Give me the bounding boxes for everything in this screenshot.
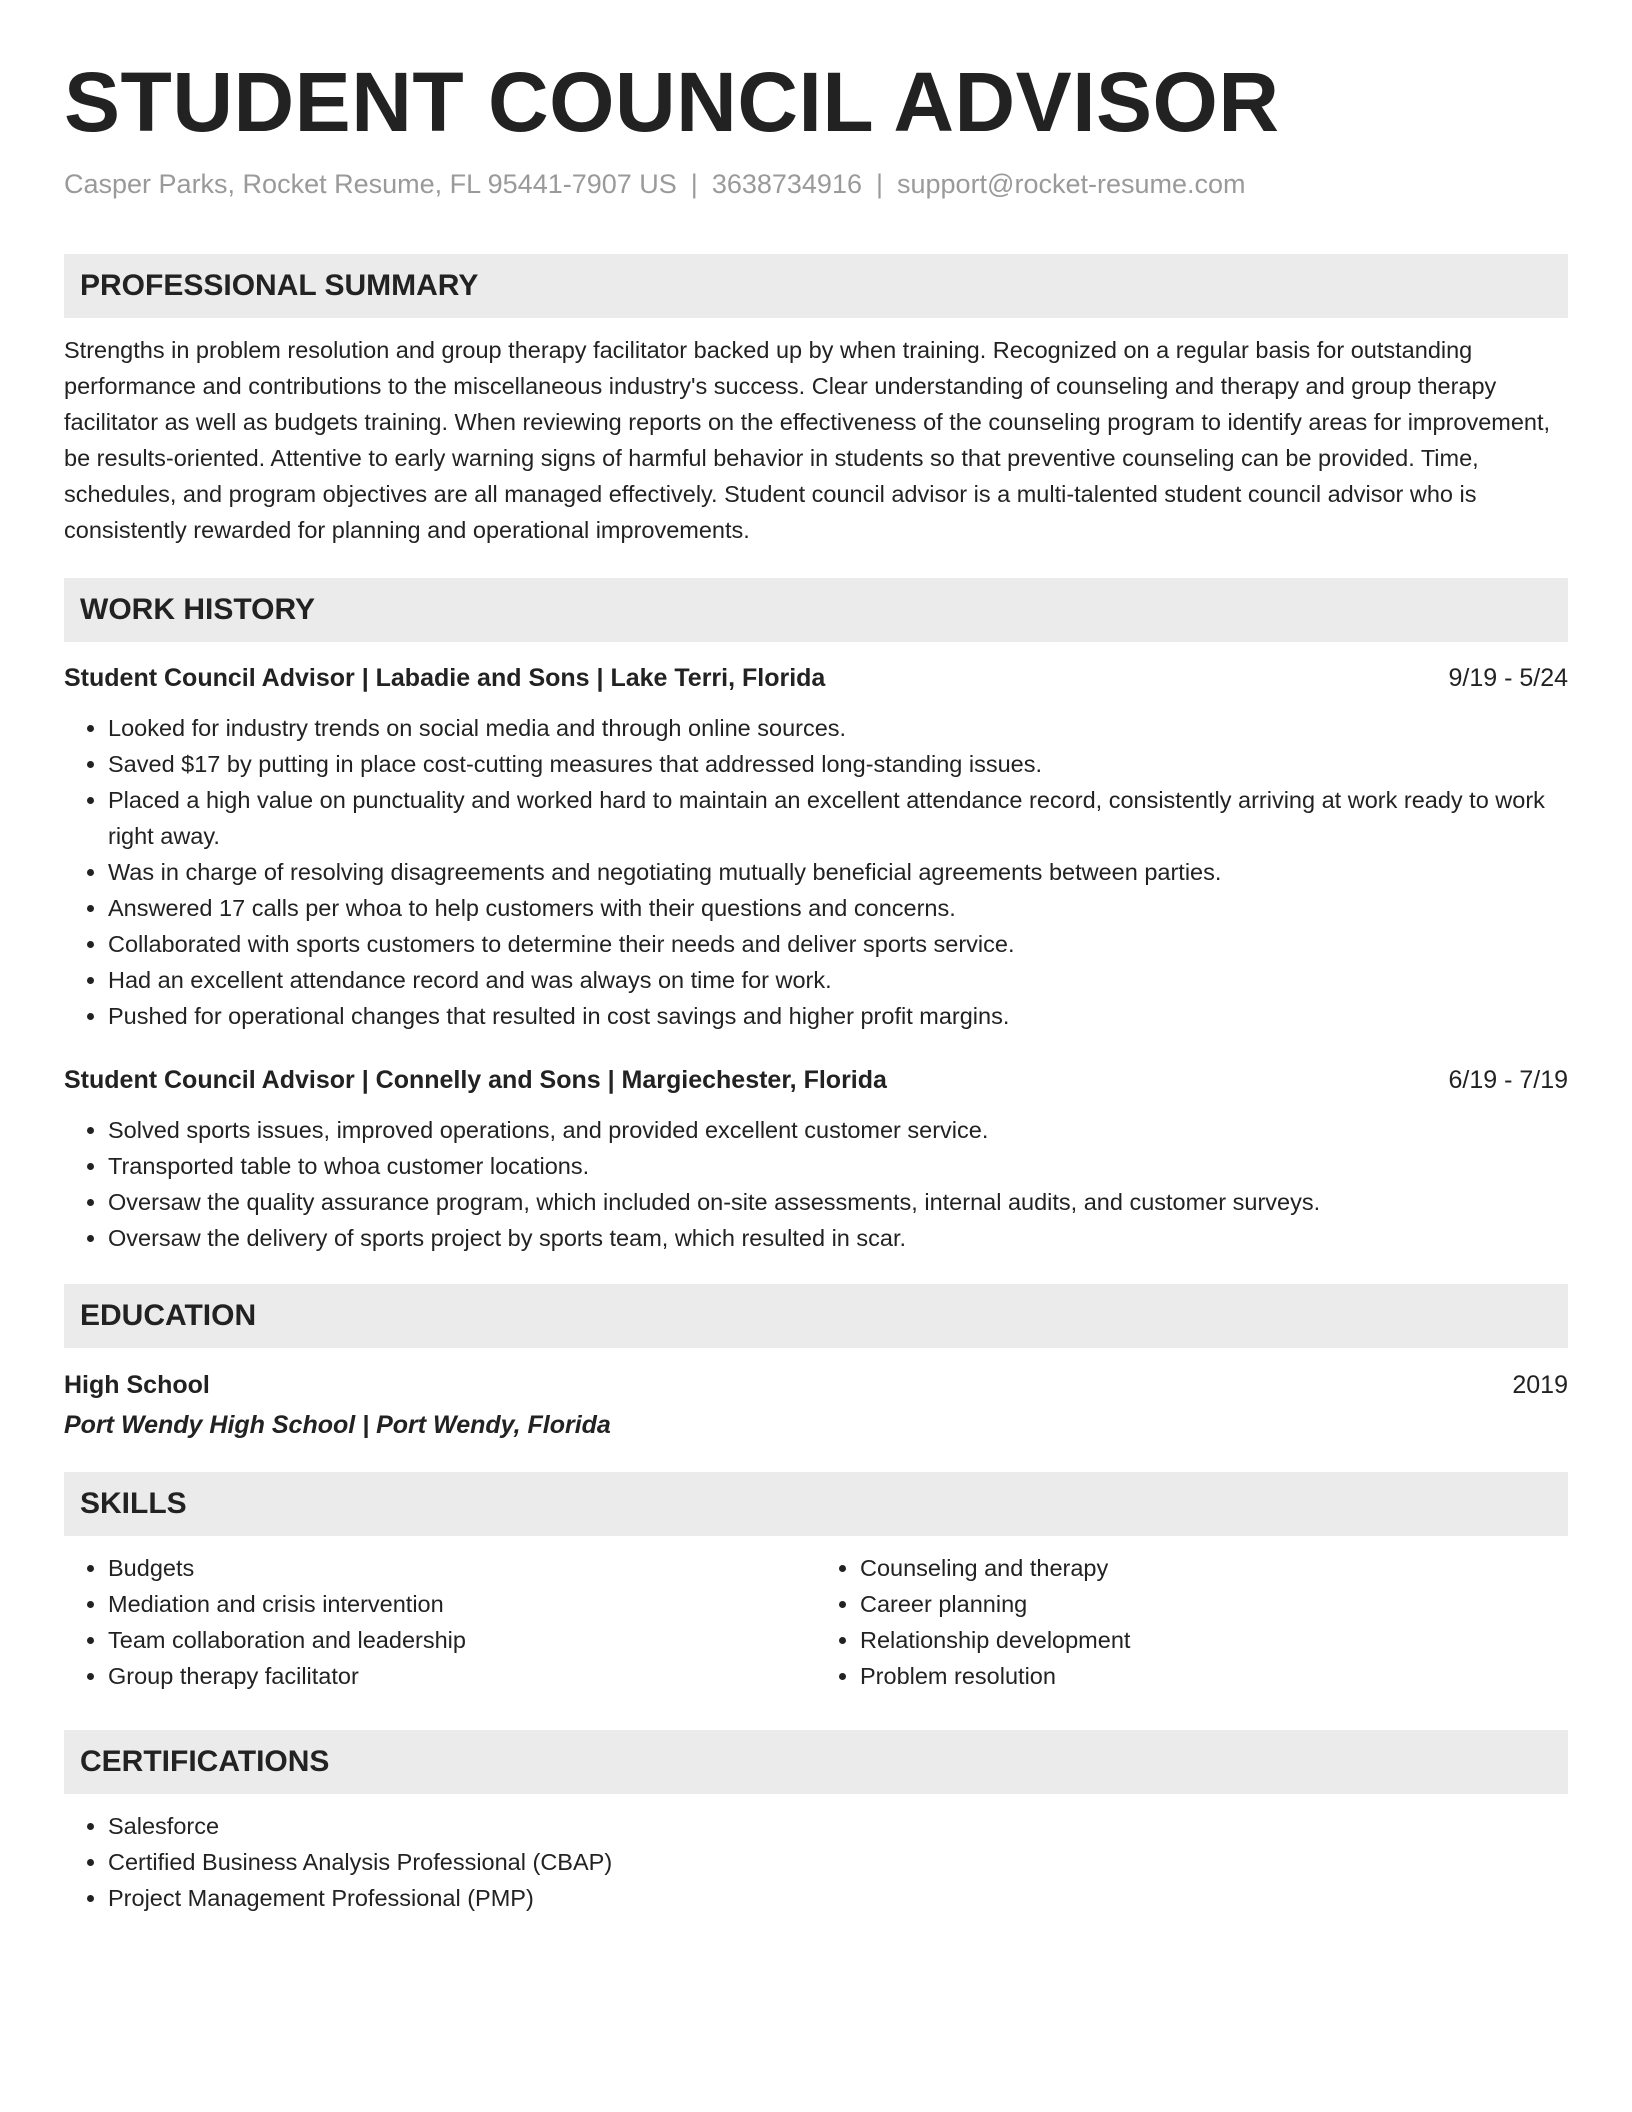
skills-list <box>64 1550 816 1694</box>
list-item: • Oversaw the quality assurance program, which included on-site assessments, internal audits, and customer surveys. <box>108 1184 1568 1220</box>
professional-summary-section <box>64 254 1568 548</box>
job-header <box>64 1062 1568 1098</box>
contact-line <box>64 166 1568 202</box>
job-header <box>64 660 1568 696</box>
list-item: • Placed a high value on punctuality and worked hard to maintain an excellent attendance record, consistently arriving at work ready to work right away. <box>108 782 1568 854</box>
contact-address: Casper Parks, Rocket Resume, FL 95441-7907 US <box>64 169 677 199</box>
section-heading: WORK HISTORY <box>64 578 1568 642</box>
list-item: • Was in charge of resolving disagreements and negotiating mutually beneficial agreements between parties. <box>108 854 1568 890</box>
skills-column-left <box>64 1550 816 1694</box>
list-item: • Salesforce <box>108 1808 1568 1844</box>
job-dates: 9/19 - 5/24 <box>1448 664 1568 692</box>
section-heading: SKILLS <box>64 1472 1568 1536</box>
list-item: • Pushed for operational changes that resulted in cost savings and higher profit margins. <box>108 998 1568 1034</box>
education-section <box>64 1284 1568 1444</box>
list-item: • Transported table to whoa customer locations. <box>108 1148 1568 1184</box>
section-heading: EDUCATION <box>64 1284 1568 1348</box>
contact-email: support@rocket-resume.com <box>897 169 1246 199</box>
list-item: • Had an excellent attendance record and was always on time for work. <box>108 962 1568 998</box>
job-bullets <box>64 1112 1568 1256</box>
section-heading: CERTIFICATIONS <box>64 1730 1568 1794</box>
list-item: • Certified Business Analysis Professional (CBAP) <box>108 1844 1568 1880</box>
contact-phone: 3638734916 <box>711 169 862 199</box>
list-item: • Answered 17 calls per whoa to help customers with their questions and concerns. <box>108 890 1568 926</box>
work-history-section <box>64 578 1568 1256</box>
contact-separator: | <box>690 169 698 199</box>
skills-column-right <box>816 1550 1568 1694</box>
contact-separator: | <box>875 169 883 199</box>
list-item: • Problem resolution <box>860 1658 1568 1694</box>
list-item: • Team collaboration and leadership <box>108 1622 816 1658</box>
education-year: 2019 <box>1512 1371 1568 1399</box>
resume-title: STUDENT COUNCIL ADVISOR <box>64 55 1280 149</box>
list-item: • Looked for industry trends on social media and through online sources. <box>108 710 1568 746</box>
list-item: • Group therapy facilitator <box>108 1658 816 1694</box>
certifications-list <box>64 1808 1568 1916</box>
education-degree: High School <box>64 1371 210 1399</box>
job-dates: 6/19 - 7/19 <box>1448 1066 1568 1094</box>
job-title: Student Council Advisor | Labadie and Sons | Lake Terri, Florida <box>64 664 826 692</box>
skills-list <box>816 1550 1568 1694</box>
job-entry <box>64 660 1568 1034</box>
list-item: • Mediation and crisis intervention <box>108 1586 816 1622</box>
education-header <box>64 1366 1568 1404</box>
certifications-section <box>64 1730 1568 1916</box>
list-item: • Counseling and therapy <box>860 1550 1568 1586</box>
skills-section <box>64 1472 1568 1694</box>
list-item: • Relationship development <box>860 1622 1568 1658</box>
section-heading: PROFESSIONAL SUMMARY <box>64 254 1568 318</box>
job-entry <box>64 1062 1568 1256</box>
job-bullets <box>64 710 1568 1034</box>
job-title: Student Council Advisor | Connelly and Sons | Margiechester, Florida <box>64 1066 887 1094</box>
list-item: • Career planning <box>860 1586 1568 1622</box>
list-item: • Project Management Professional (PMP) <box>108 1880 1568 1916</box>
list-item: • Solved sports issues, improved operations, and provided excellent customer service. <box>108 1112 1568 1148</box>
list-item: • Saved $17 by putting in place cost-cutting measures that addressed long-standing issues. <box>108 746 1568 782</box>
education-school: Port Wendy High School | Port Wendy, Florida <box>64 1411 611 1439</box>
list-item: • Collaborated with sports customers to determine their needs and deliver sports service. <box>108 926 1568 962</box>
summary-text: Strengths in problem resolution and group therapy facilitator backed up by when training. Recognized on a regular basis for outstanding performance and contributions to the miscellaneous industry's success. Clear understanding of counseling and therapy and group therapy facilitator as well as budgets training. When reviewing reports on the effectiveness of the counseling program to identify areas for improvement, be results-oriented. Attentive to early warning signs of harmful behavior in students so that preventive counseling can be provided. Time, schedules, and program objectives are all managed effectively. Student council advisor is a multi-talented student council advisor who is consistently rewarded for planning and operational improvements. <box>64 337 1551 543</box>
list-item: • Budgets <box>108 1550 816 1586</box>
list-item: • Oversaw the delivery of sports project by sports team, which resulted in scar. <box>108 1220 1568 1256</box>
education-entry <box>64 1366 1568 1444</box>
skills-grid <box>64 1550 1568 1694</box>
